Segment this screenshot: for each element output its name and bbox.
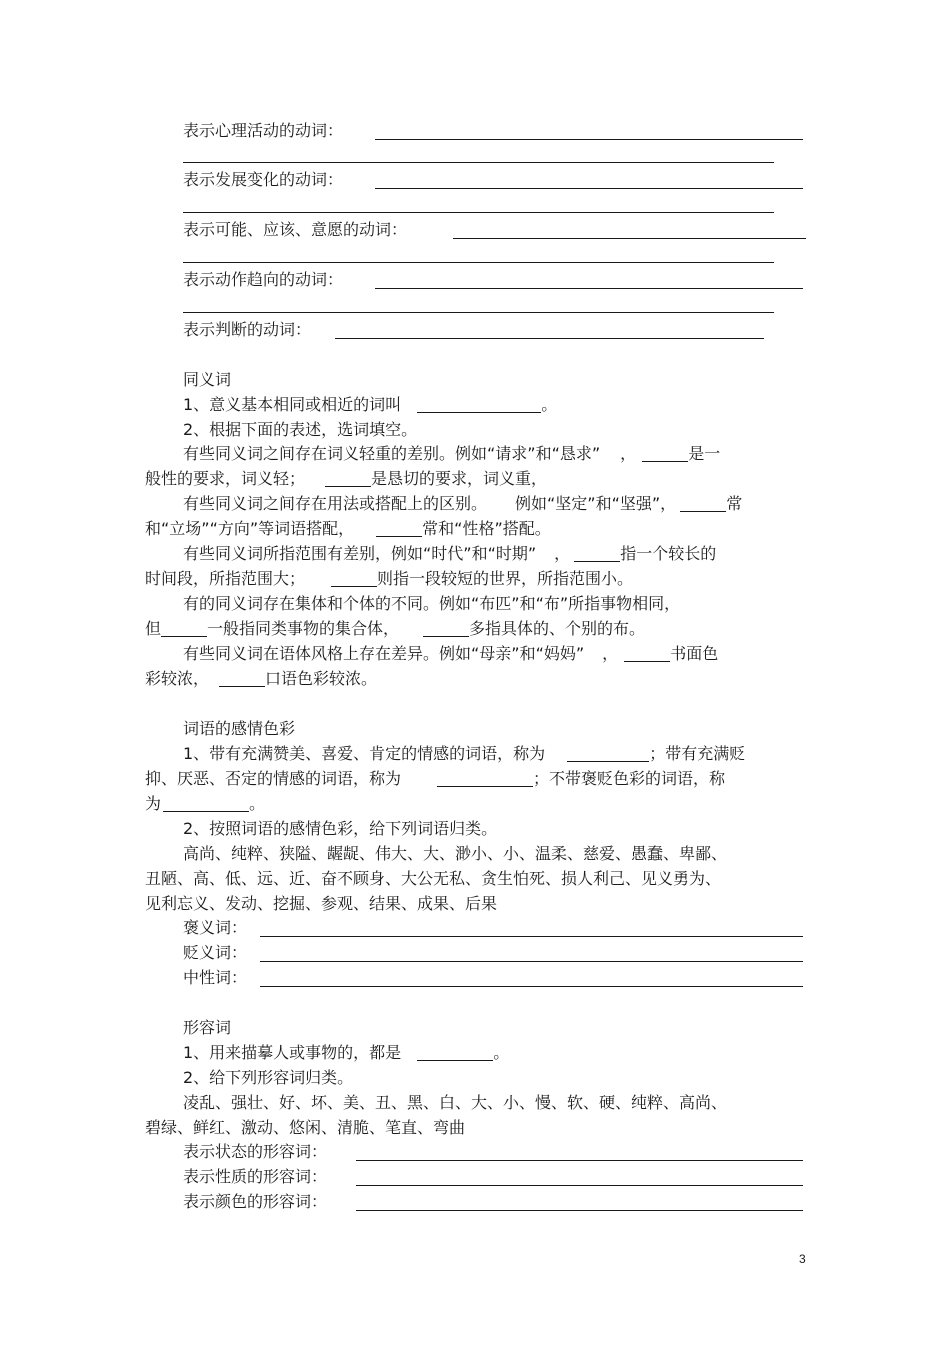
emotion-words-line1: 高尚、纯粹、狭隘、龌龊、伟大、大、渺小、小、温柔、慈爱、愚蠢、卑鄙、 <box>183 844 728 863</box>
psych-verb-label: 表示心理活动的动词： <box>183 121 344 140</box>
emotion-words-line3: 见利忘义、发动、挖掘、参观、结果、成果、后果 <box>145 894 498 913</box>
emotion-q2: 2、按照词语的感情色彩，给下列词语归类。 <box>183 819 498 838</box>
synonyms-p3-line2-tail: 则指一段较短的世界，所指范围小。 <box>377 569 634 588</box>
adjectives-q1-blank[interactable] <box>417 1044 493 1061</box>
synonyms-p3-text: 有些同义词所指范围有差别，例如“时代”和“时期” <box>183 544 537 563</box>
synonyms-p2-tail: 常 <box>726 494 743 513</box>
adjectives-words-line2: 碧绿、鲜红、激动、悠闲、清脆、笔直、弯曲 <box>145 1118 466 1137</box>
adjectives-q2: 2、给下列形容词归类。 <box>183 1068 354 1087</box>
color-adjective-label: 表示颜色的形容词： <box>183 1192 328 1211</box>
direction-verb-answer-line-2[interactable] <box>183 312 774 313</box>
synonyms-p5-tail: 书面色 <box>670 644 719 663</box>
change-verb-label: 表示发展变化的动词： <box>183 170 344 189</box>
negative-words-label: 贬义词： <box>183 943 248 962</box>
synonyms-p4-blank-1[interactable] <box>161 620 207 637</box>
adjectives-q1-text: 1、用来描摹人或事物的，都是 <box>183 1043 402 1062</box>
synonyms-p1-text: 有些同义词之间存在词义轻重的差别。例如“请求”和“恳求” <box>183 444 601 463</box>
emotion-q1-line2 <box>145 769 725 789</box>
synonyms-q1 <box>183 395 557 415</box>
synonyms-p5-line2-text: 彩较浓， <box>145 669 210 688</box>
emotion-heading: 词语的感情色彩 <box>183 719 296 738</box>
synonyms-p1-line2-tail: 是恳切的要求，词义重， <box>371 469 548 488</box>
synonyms-p4-line2 <box>145 619 645 639</box>
state-adjective-answer-line[interactable] <box>356 1160 803 1161</box>
synonyms-q1-blank[interactable] <box>417 396 541 413</box>
adjectives-heading: 形容词 <box>183 1018 232 1037</box>
synonyms-p3-line1 <box>183 544 716 564</box>
change-verb-answer-line[interactable] <box>375 188 803 189</box>
psych-verb-answer-line-2[interactable] <box>183 162 774 163</box>
synonyms-p3-blank-2[interactable] <box>331 570 377 587</box>
synonyms-p4-tail: 多指具体的、个别的布。 <box>469 619 646 638</box>
emotion-neutral-blank[interactable] <box>163 795 249 812</box>
modal-verb-answer-line-2[interactable] <box>183 262 774 263</box>
synonyms-p4-line1: 有的同义词存在集体和个体的不同。例如“布匹”和“布”所指事物相同， <box>183 594 681 613</box>
synonyms-p5-comma: ， <box>602 644 619 663</box>
synonyms-p3-line2-text: 时间段，所指范围大； <box>145 569 306 588</box>
state-adjective-label: 表示状态的形容词： <box>183 1142 328 1161</box>
synonyms-p4-dan: 但 <box>145 619 162 638</box>
emotion-q1-line3 <box>145 794 265 814</box>
adjectives-q1-end: 。 <box>493 1043 510 1062</box>
emotion-q1-line1 <box>183 744 745 764</box>
emotion-words-line2: 丑陋、高、低、远、近、奋不顾身、大公无私、贪生怕死、损人利己、见义勇为、 <box>145 869 722 888</box>
synonyms-p2-blank-2[interactable] <box>376 520 422 537</box>
synonyms-q2: 2、根据下面的表述，选词填空。 <box>183 420 418 439</box>
modal-verb-label: 表示可能、应该、意愿的动词： <box>183 220 408 239</box>
synonyms-p2-line2-tail: 常和“性格”搭配。 <box>422 519 551 538</box>
quality-adjective-answer-line[interactable] <box>356 1185 803 1186</box>
synonyms-p5-line1 <box>183 644 718 664</box>
synonyms-p5-line2 <box>145 669 377 689</box>
page-number: 3 <box>799 1252 806 1266</box>
neutral-words-answer-line[interactable] <box>260 986 803 987</box>
synonyms-p1-blank-2[interactable] <box>325 470 371 487</box>
judge-verb-answer-line[interactable] <box>335 338 764 339</box>
synonyms-p2-example: 例如“坚定”和“坚强”， <box>515 494 677 513</box>
quality-adjective-label: 表示性质的形容词： <box>183 1167 328 1186</box>
synonyms-q1-end: 。 <box>541 395 558 414</box>
emotion-q1-end: 。 <box>249 794 266 813</box>
color-adjective-answer-line[interactable] <box>356 1210 803 1211</box>
direction-verb-answer-line[interactable] <box>375 288 803 289</box>
judge-verb-label: 表示判断的动词： <box>183 320 312 339</box>
synonyms-p2-line1 <box>183 494 742 514</box>
synonyms-p3-blank-1[interactable] <box>574 545 620 562</box>
emotion-q1-line2-tail: ；不带褒贬色彩的词语，称 <box>533 769 726 788</box>
negative-words-answer-line[interactable] <box>260 961 803 962</box>
synonyms-p5-text: 有些同义词在语体风格上存在差异。例如“母亲”和“妈妈” <box>183 644 585 663</box>
synonyms-p5-blank-1[interactable] <box>624 645 670 662</box>
synonyms-p1-line1 <box>183 444 720 464</box>
synonyms-q1-text: 1、意义基本相同或相近的词叫 <box>183 395 402 414</box>
direction-verb-label: 表示动作趋向的动词： <box>183 270 344 289</box>
emotion-q1-tail: ；带有充满贬 <box>649 744 746 763</box>
modal-verb-answer-line[interactable] <box>453 238 806 239</box>
synonyms-heading: 同义词 <box>183 370 232 389</box>
synonyms-p1-comma: ， <box>620 444 637 463</box>
synonyms-p3-tail: 指一个较长的 <box>620 544 717 563</box>
synonyms-p2-blank-1[interactable] <box>680 495 726 512</box>
emotion-negative-blank[interactable] <box>437 770 533 787</box>
synonyms-p4-blank-2[interactable] <box>423 620 469 637</box>
synonyms-p1-line2-text: 般性的要求，词义轻； <box>145 469 306 488</box>
change-verb-answer-line-2[interactable] <box>183 212 774 213</box>
synonyms-p1-line2 <box>145 469 547 489</box>
neutral-words-label: 中性词： <box>183 968 248 987</box>
emotion-positive-blank[interactable] <box>567 745 649 762</box>
synonyms-p3-line2 <box>145 569 633 589</box>
adjectives-words-line1: 凌乱、强壮、好、坏、美、丑、黑、白、大、小、慢、软、硬、纯粹、高尚、 <box>183 1093 728 1112</box>
synonyms-p2-text: 有些同义词之间存在用法或搭配上的区别。 <box>183 494 488 513</box>
emotion-q1-wei: 为 <box>145 794 162 813</box>
synonyms-p5-line2-tail: 口语色彩较浓。 <box>265 669 378 688</box>
emotion-q1-text: 1、带有充满赞美、喜爱、肯定的情感的词语，称为 <box>183 744 546 763</box>
synonyms-p1-tail: 是一 <box>688 444 721 463</box>
synonyms-p3-comma: ， <box>554 544 571 563</box>
positive-words-label: 褒义词： <box>183 918 248 937</box>
synonyms-p2-line2-text: 和“立场”“方向”等词语搭配， <box>145 519 355 538</box>
emotion-q1-line2-text: 抑、厌恶、否定的情感的词语，称为 <box>145 769 402 788</box>
synonyms-p1-blank-1[interactable] <box>642 445 688 462</box>
synonyms-p5-blank-2[interactable] <box>219 670 265 687</box>
synonyms-p2-line2 <box>145 519 551 539</box>
positive-words-answer-line[interactable] <box>260 936 803 937</box>
adjectives-q1 <box>183 1043 509 1063</box>
psych-verb-answer-line[interactable] <box>375 139 803 140</box>
synonyms-p4-mid: 一般指同类事物的集合体， <box>207 619 400 638</box>
